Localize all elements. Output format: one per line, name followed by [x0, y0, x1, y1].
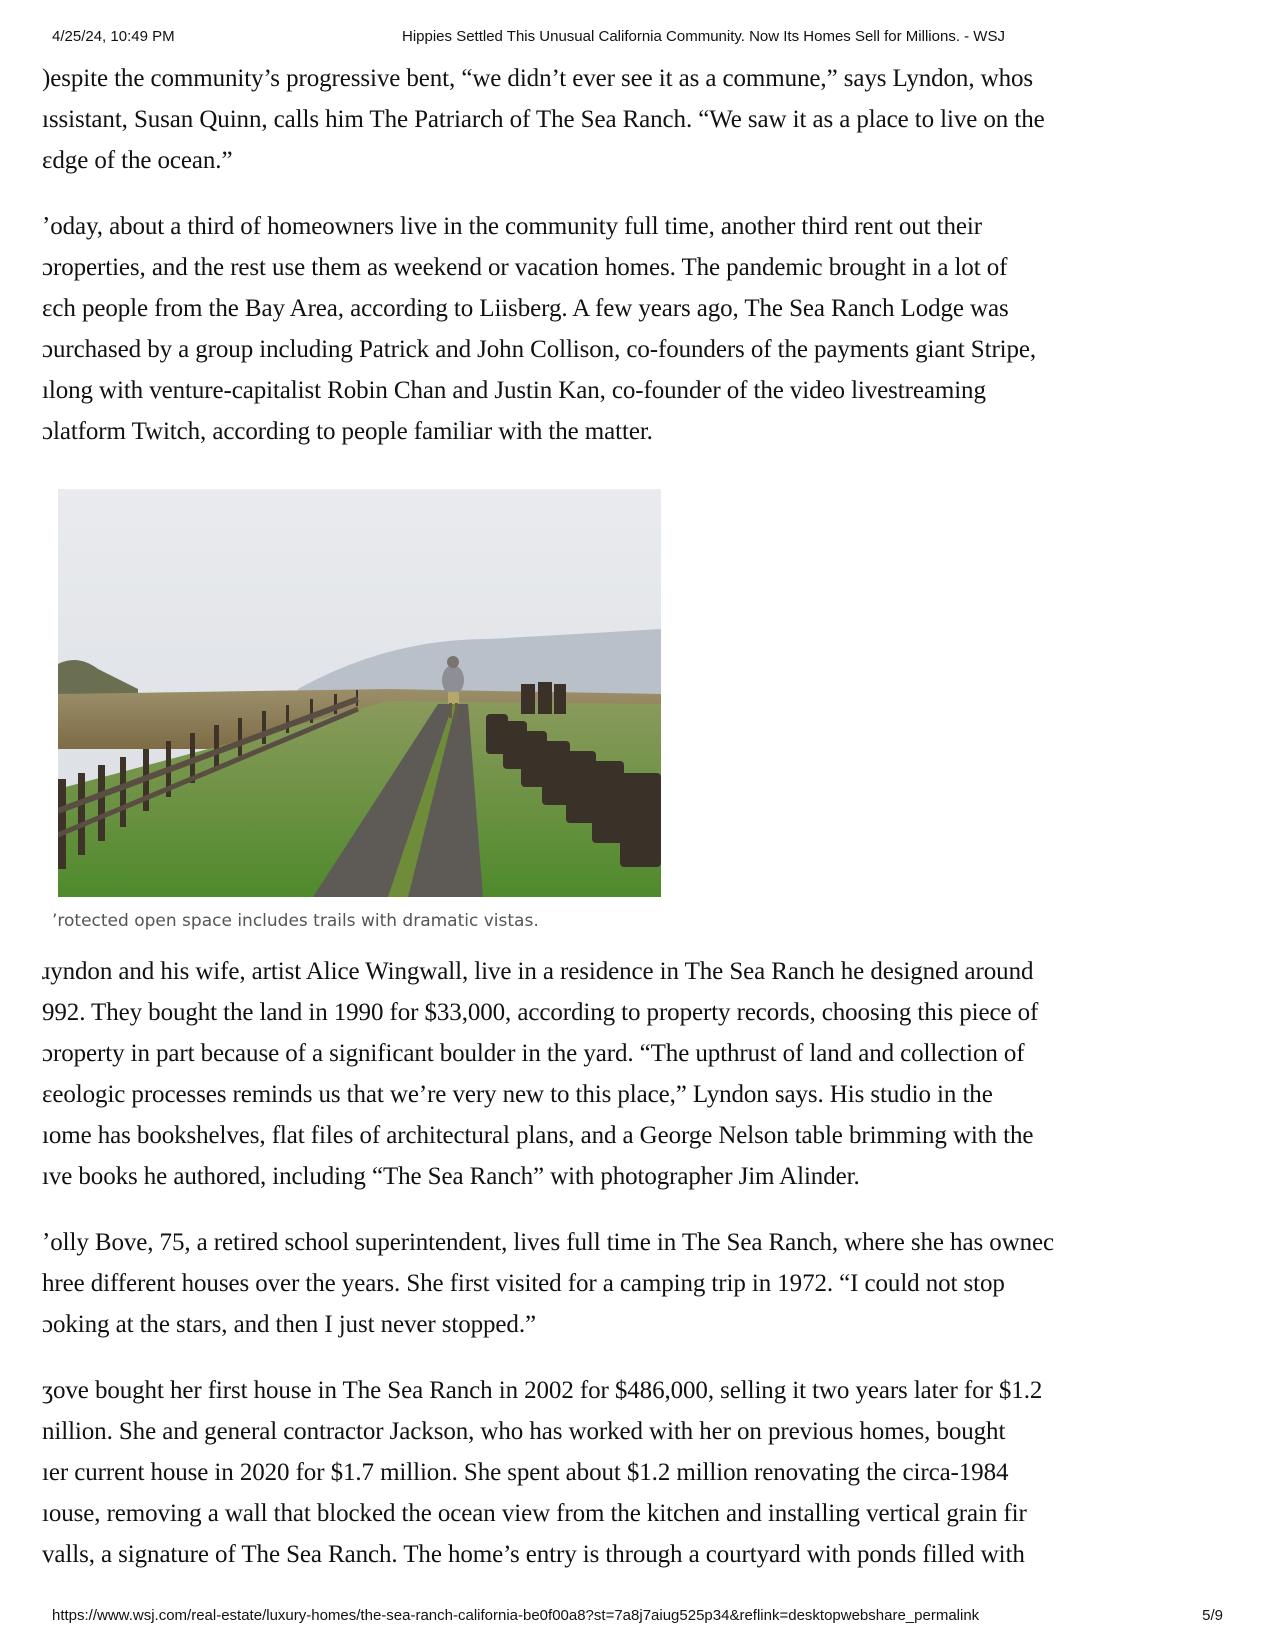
text-line: 992. They bought the land in 1990 for $33,000, according to property records, choosing this piece of — [42, 999, 1039, 1026]
text-line: ɔoking at the stars, and then I just never stopped.” — [42, 1311, 536, 1338]
text-line: ɛch people from the Bay Area, according to Liisberg. A few years ago, The Sea Ranch Lodge was — [42, 295, 1009, 322]
page-number: 5/9 — [1202, 1607, 1223, 1624]
text-line: ıome has bookshelves, flat files of architectural plans, and a George Nelson table brimming with the — [42, 1122, 1034, 1149]
text-line: ʼolly Bove, 75, a retired school superintendent, lives full time in The Sea Ranch, where she has ownec — [42, 1229, 1054, 1256]
text-line: ɛdge of the ocean.” — [42, 147, 233, 174]
text-line: hree different houses over the years. She first visited for a camping trip in 1972. “I could not stop — [42, 1270, 1005, 1297]
text-line: ɔroperties, and the rest use them as weekend or vacation homes. The pandemic brought in a lot of — [42, 254, 1008, 281]
text-line: ɔurchased by a group including Patrick and John Collison, co-founders of the payments giant Stripe, — [42, 336, 1037, 363]
text-line: ʒove bought her first house in The Sea Ranch in 2002 for $486,000, selling it two years later for $1.2 — [42, 1377, 1043, 1404]
article-paragraph — [42, 951, 1222, 1197]
text-line: ɔroperty in part because of a significant boulder in the yard. “The upthrust of land and collection of — [42, 1040, 1025, 1067]
article-paragraph — [42, 206, 1222, 452]
print-header — [52, 28, 1223, 50]
text-line: ɛeologic processes reminds us that we’re very new to this place,” Lyndon says. His studio in the — [42, 1081, 993, 1108]
print-url: https://www.wsj.com/real-estate/luxury-homes/the-sea-ranch-california-be0f00a8?st=7a8j7aiug525p34&reflink=desktopwebshare_permalink — [52, 1607, 980, 1624]
article-paragraph — [42, 58, 1222, 181]
text-line: ıer current house in 2020 for $1.7 million. She spent about $1.2 million renovating the circa-1984 — [42, 1459, 1009, 1486]
article-photo-figure — [42, 489, 1222, 931]
text-line: valls, a signature of The Sea Ranch. The home’s entry is through a courtyard with ponds filled with — [42, 1541, 1025, 1568]
text-line: ıssistant, Susan Quinn, calls him The Patriarch of The Sea Ranch. “We saw it as a place to live on the — [42, 106, 1045, 133]
article-paragraph — [42, 1370, 1222, 1575]
print-datetime: 4/25/24, 10:49 PM — [52, 28, 175, 45]
text-line: ɹyndon and his wife, artist Alice Wingwall, live in a residence in The Sea Ranch he designed around — [42, 958, 1034, 985]
text-line: )espite the community’s progressive bent, “we didn’t ever see it as a commune,” says Lyndon, whos — [42, 65, 1033, 92]
text-line: ʼoday, about a third of homeowners live in the community full time, another third rent out their — [42, 213, 982, 240]
trail-photo — [58, 489, 661, 897]
text-line: nillion. She and general contractor Jackson, who has worked with her on previous homes, bought — [42, 1418, 1006, 1445]
article-body — [42, 58, 1222, 1588]
text-line: ılong with venture-capitalist Robin Chan and Justin Kan, co-founder of the video livestreaming — [42, 377, 986, 404]
print-page-title: Hippies Settled This Unusual California Community. Now Its Homes Sell for Millions. - WSJ — [402, 28, 1005, 45]
photo-caption: ʼrotected open space includes trails with dramatic vistas. — [52, 911, 539, 931]
text-line: ɔlatform Twitch, according to people familiar with the matter. — [42, 418, 653, 445]
text-line: ıve books he authored, including “The Sea Ranch” with photographer Jim Alinder. — [42, 1163, 860, 1190]
text-line: ıouse, removing a wall that blocked the ocean view from the kitchen and installing vertical grain fir — [42, 1500, 1027, 1527]
article-paragraph — [42, 1222, 1222, 1345]
